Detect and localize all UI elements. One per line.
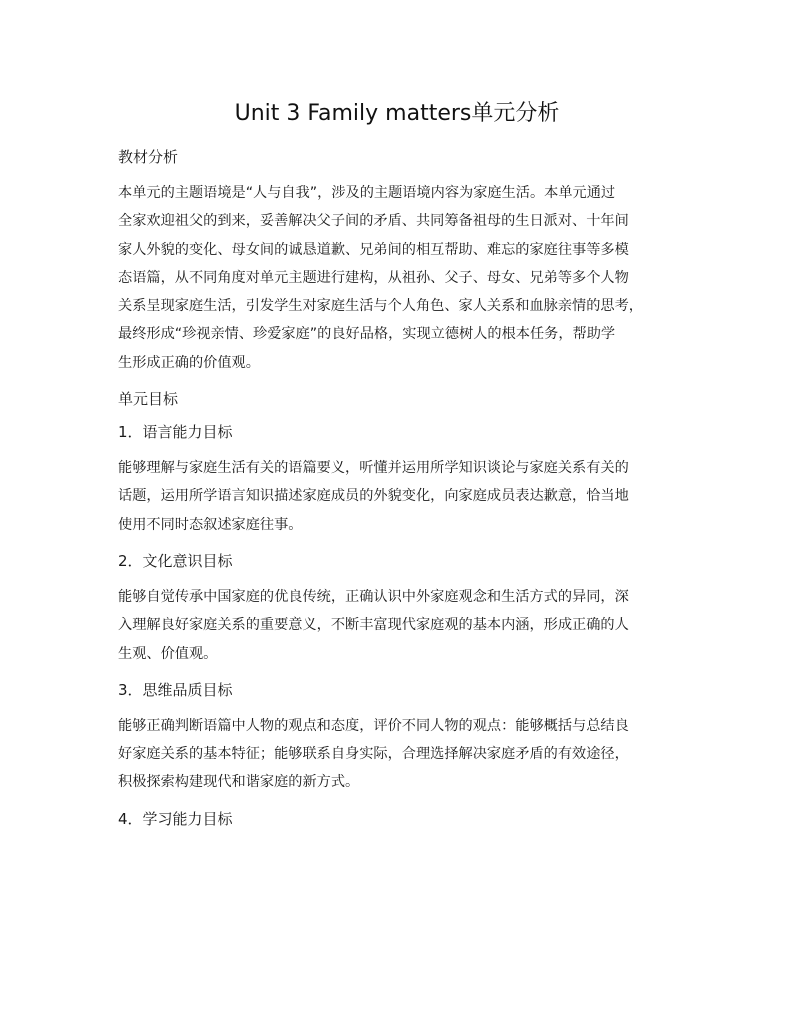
paragraph-line: 入理解良好家庭关系的重要意义，不断丰富现代家庭观的基本内涵，形成正确的人 [118, 617, 629, 634]
paragraph-line: 生观、价值观。 [118, 645, 218, 662]
paragraph-line: 本单元的主题语境是“人与自我”，涉及的主题语境内容为家庭生活。本单元通过 [118, 185, 616, 201]
goal-heading-learning: 4．学习能力目标 [118, 809, 233, 828]
paragraph-line: 积极探索构建现代和谐家庭的新方式。 [118, 774, 360, 791]
paragraph-line: 能够理解与家庭生活有关的语篇要义，听懂并运用所学知识谈论与家庭关系有关的 [118, 460, 629, 477]
section-heading-materials: 教材分析 [118, 148, 179, 166]
materials-analysis-paragraph [118, 179, 684, 377]
paragraph-line: 使用不同时态叙述家庭往事。 [118, 516, 303, 533]
paragraph-line: 全家欢迎祖父的到来，妥善解决父子间的矛盾、共同筹备祖母的生日派对、十年间 [118, 213, 629, 230]
paragraph-line: 关系呈现家庭生活，引发学生对家庭生活与个人角色、家人关系和血脉亲情的思考， [118, 298, 643, 315]
goal-heading-thinking: 3．思维品质目标 [118, 680, 233, 699]
paragraph-line: 生形成正确的价值观。 [118, 354, 260, 371]
document-body [118, 146, 684, 841]
language-goal-paragraph [118, 454, 684, 539]
paragraph-line: 能够正确判断语篇中人物的观点和态度，评价不同人物的观点：能够概括与总结良 [118, 717, 629, 734]
paragraph-line: 话题，运用所学语言知识描述家庭成员的外貌变化，向家庭成员表达歉意，恰当地 [118, 488, 629, 505]
document-title: Unit 3 Family matters单元分析 [234, 101, 560, 126]
paragraph-line: 态语篇，从不同角度对单元主题进行建构，从祖孙、父子、母女、兄弟等多个人物 [118, 269, 629, 286]
goal-heading-culture: 2．文化意识目标 [118, 551, 233, 570]
paragraph-line: 好家庭关系的基本特征；能够联系自身实际，合理选择解决家庭矛盾的有效途径， [118, 746, 629, 763]
goal-heading-language: 1．语言能力目标 [118, 423, 233, 442]
paragraph-line: 能够自觉传承中国家庭的优良传统，正确认识中外家庭观念和生活方式的异同，深 [118, 588, 629, 605]
section-heading-unit-goals: 单元目标 [118, 390, 179, 409]
culture-goal-paragraph [118, 583, 684, 668]
paragraph-line: 最终形成“珍视亲情、珍爱家庭”的良好品格，实现立德树人的根本任务，帮助学 [118, 326, 616, 343]
thinking-goal-paragraph [118, 712, 684, 797]
paragraph-line: 家人外貌的变化、母女间的诚恳道歉、兄弟间的相互帮助、难忘的家庭往事等多模 [118, 241, 629, 258]
